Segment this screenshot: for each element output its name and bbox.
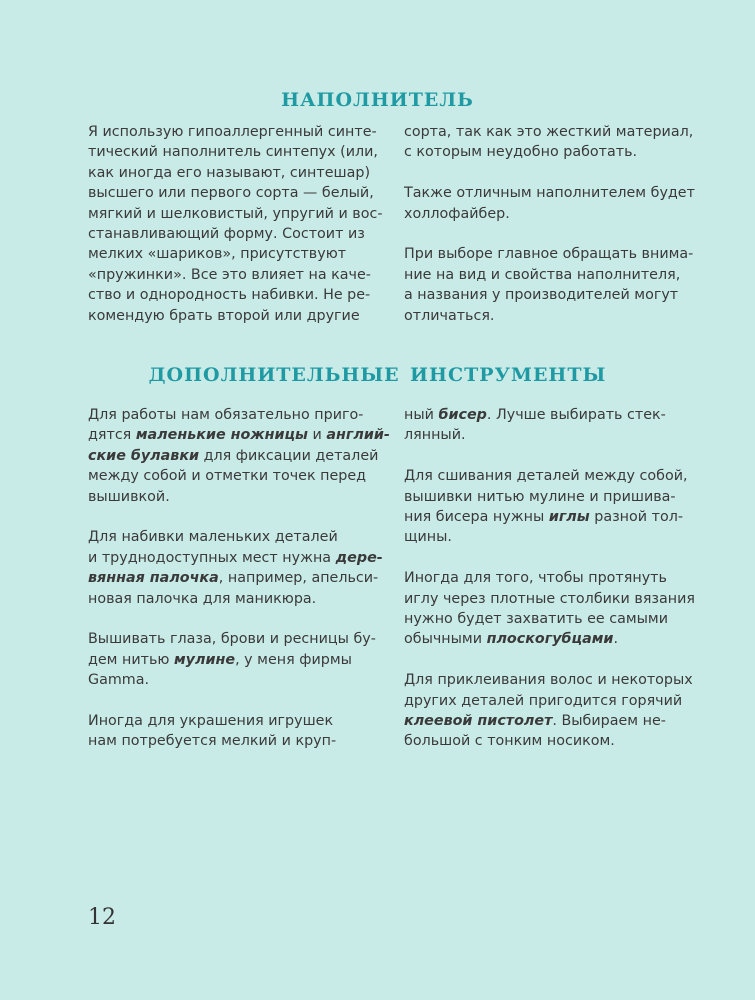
paragraph (404, 183, 696, 224)
text-line: вышивки нитью мулине и пришива- (404, 488, 676, 505)
text-line: мелких «шариков», присутствуют (88, 246, 347, 263)
page-number: 12 (88, 905, 116, 930)
text-line: нужно будет захватить ее самыми (404, 611, 668, 628)
text-line: При выборе главное обращать внима- (404, 246, 694, 263)
text-line: вышивкой. (88, 488, 170, 505)
paragraph (404, 244, 696, 326)
text-line: высшего или первого сорта — белый, (88, 185, 374, 202)
text-line (88, 568, 380, 588)
text-run: и (308, 427, 327, 444)
text-line: Для работы нам обязательно приго- (88, 407, 364, 423)
text-run: обычными (404, 631, 487, 648)
text-line: ство и однородность набивки. Не ре- (88, 287, 371, 304)
text-line: Также отличным наполнителем будет (404, 185, 695, 202)
keyword-glue-gun: клеевой пистолет (404, 713, 553, 730)
text-line: тический наполнитель синтепух (или, (88, 144, 378, 161)
text-line: станавливающий форму. Состоит из (88, 226, 365, 243)
text-run: разной тол- (589, 509, 683, 526)
text-line: Gamma. (88, 672, 149, 689)
paragraph (404, 405, 696, 446)
text-line: Иногда для того, чтобы протянуть (404, 570, 667, 587)
paragraph (404, 466, 696, 548)
text-line: большой с тонким носиком. (404, 733, 615, 750)
keyword-pins: англий- (326, 427, 390, 444)
text-line: щины. (404, 529, 452, 546)
text-line: Иногда для украшения игрушек (88, 713, 334, 730)
text-line: с которым неудобно работать. (404, 144, 638, 161)
text-line: Для сшивания деталей между собой, (404, 468, 688, 485)
text-line: Для набивки маленьких деталей (88, 529, 338, 546)
text-line: Вышивать глаза, брови и ресницы бу- (88, 631, 376, 648)
text-line: мягкий и шелковистый, упругий и вос- (88, 205, 383, 222)
text-line: холлофайбер. (404, 205, 510, 222)
section-heading-tools: дополнительные инструменты (148, 357, 607, 388)
text-line (88, 446, 380, 466)
tools-left-column (88, 405, 390, 772)
text-line (404, 629, 696, 649)
paragraph (404, 670, 696, 752)
section-heading-filler: наполнитель (281, 82, 474, 113)
text-run: дем нитью (88, 651, 174, 668)
text-run: ния бисера нужны (404, 509, 549, 526)
tools-right-column (404, 405, 696, 772)
paragraph (88, 405, 390, 507)
text-line: нам потребуется мелкий и круп- (88, 733, 337, 750)
keyword-beads: бисер (438, 407, 487, 423)
text-run: и труднодоступных мест нужна (88, 549, 336, 566)
text-run: дятся (88, 427, 136, 444)
paragraph (404, 568, 696, 650)
text-line: сорта, так как это жесткий материал, (404, 124, 694, 140)
text-line (404, 507, 696, 527)
text-line: ние на вид и свойства наполнителя, (404, 266, 681, 283)
text-line: «пружинки». Все это влияет на каче- (88, 266, 371, 283)
text-line: Я использую гипоаллергенный синте- (88, 124, 377, 140)
text-line: других деталей пригодится горячий (404, 692, 683, 709)
text-line: между собой и отметки точек перед (88, 468, 367, 485)
text-line: Для приклеивания волос и некоторых (404, 672, 693, 689)
paragraph (404, 122, 696, 163)
keyword-stick-cont: вянная палочка (88, 570, 219, 587)
text-line: новая палочка для маникюра. (88, 590, 317, 607)
text-run: . Выбираем не- (552, 713, 666, 730)
text-line: а названия у производителей могут (404, 287, 679, 304)
paragraph (88, 527, 383, 609)
keyword-needles: иглы (548, 509, 590, 526)
text-run: . (613, 631, 619, 648)
filler-right-column (404, 122, 696, 346)
text-line: комендую брать второй или другие (88, 307, 360, 324)
paragraph (88, 629, 380, 690)
keyword-pliers: плоскогубцами (486, 631, 614, 648)
text-line (88, 548, 383, 568)
text-line (404, 711, 696, 731)
text-line (88, 425, 390, 445)
text-run: ный (404, 407, 439, 423)
text-line: иглу через плотные столбики вязания (404, 590, 696, 607)
paragraph (88, 122, 383, 326)
text-line (88, 650, 380, 670)
keyword-stick: дере- (335, 549, 383, 566)
text-run: , у меня фирмы (235, 651, 352, 668)
text-run: . Лучше выбирать стек- (486, 407, 666, 423)
filler-left-column (88, 122, 383, 346)
text-line: как иногда его называют, синтешар) (88, 164, 371, 181)
text-run: для фиксации деталей (199, 447, 379, 464)
keyword-floss: мулине (173, 651, 236, 668)
keyword-pins-cont: ские булавки (88, 447, 200, 464)
keyword-scissors: маленькие ножницы (135, 427, 308, 444)
text-line: отличаться. (404, 307, 495, 324)
text-line: лянный. (404, 427, 466, 444)
text-run: , например, апельси- (218, 570, 379, 587)
text-line (404, 405, 696, 425)
paragraph (88, 711, 380, 752)
